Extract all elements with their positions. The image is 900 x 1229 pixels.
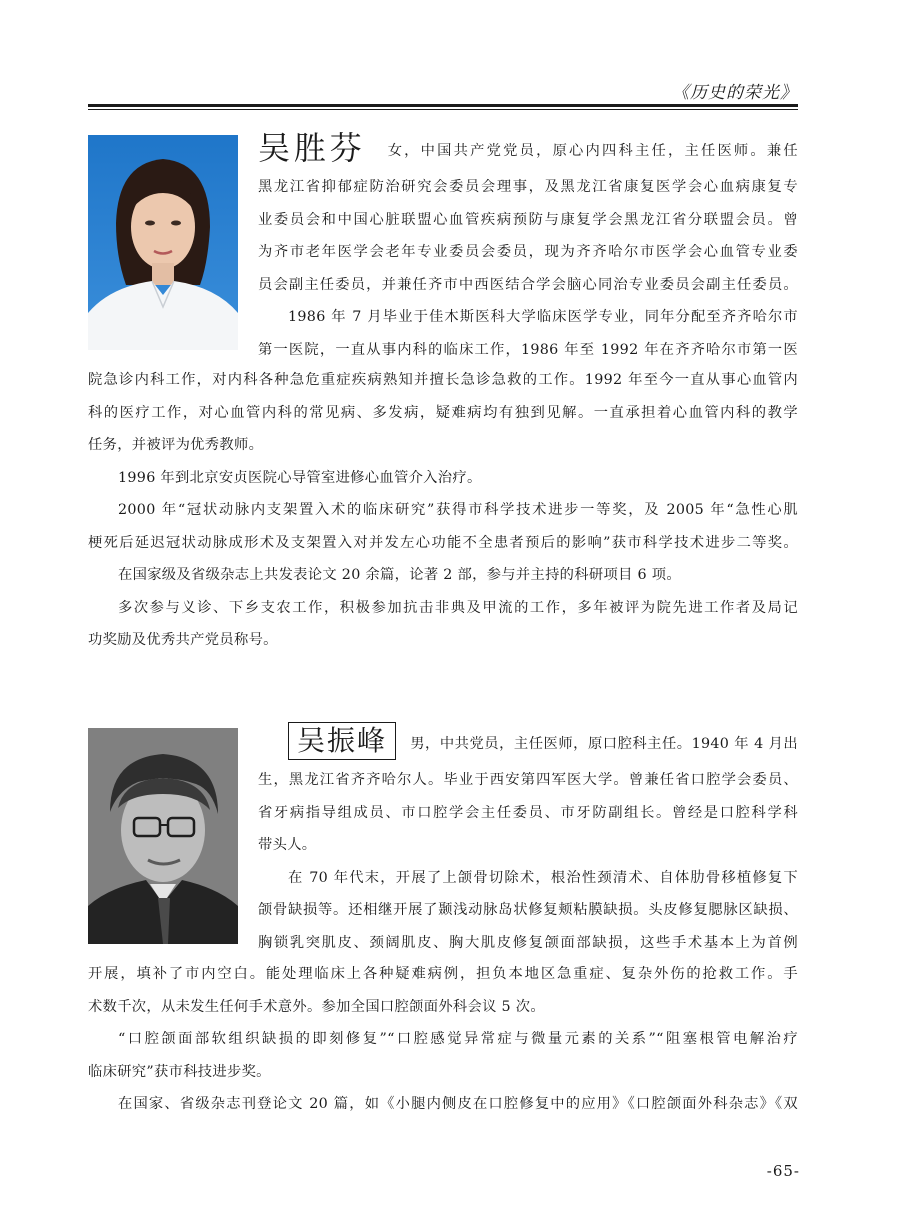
bio-line: 第一医院，一直从事内科的临床工作，1986 年至 1992 年在齐齐哈尔市第一医	[258, 341, 798, 358]
page-number: -65-	[766, 1162, 800, 1180]
bio-line: 开展，填补了市内空白。能处理临床上各种疑难病例，担负本地区急重症、复杂外伤的抢救工作。手	[88, 966, 798, 982]
person-name: 吴胜芬	[258, 129, 366, 167]
bio-intro-wu-zhenfeng	[258, 764, 798, 959]
bio-line: 吴振峰 男，中共党员，主任医师，原口腔科主任。1940 年 4 月出	[288, 722, 798, 765]
bio-line: 在 70 年代末，开展了上颌骨切除术，根治性颈清术、自体肋骨移植修复下	[288, 869, 798, 886]
bio-line: 1986 年 7 月毕业于佳木斯医科大学临床医学专业，同年分配至齐齐哈尔市	[288, 309, 798, 325]
bio-line: 1996 年到北京安贞医院心导管室进修心血管介入治疗。	[118, 469, 482, 486]
bio-line: 梗死后延迟冠状动脉成形术及支架置入对并发左心功能不全患者预后的影响”获市科学技术进步二等奖。	[88, 534, 798, 551]
bio-line: 院急诊内科工作，对内科各种急危重症疾病熟知并擅长急诊急救的工作。1992 年至今一直从事心血管内	[88, 372, 798, 388]
bio-line: 临床研究”获市科技进步奖。	[88, 1063, 271, 1080]
bio-line: 2000 年“冠状动脉内支架置入术的临床研究”获得市科学技术进步一等奖，及 2005 年“急性心肌	[118, 502, 798, 518]
bio-line: 吴胜芬 女，中国共产党党员，原心内四科主任，主任医师。兼任	[258, 129, 798, 167]
bio-line: 科的医疗工作，对心血管内科的常见病、多发病，疑难病均有独到见解。一直承担着心血管内科的教学	[88, 404, 798, 421]
bio-intro-wu-zhenfeng-head	[288, 722, 798, 765]
bio-line: 任务，并被评为优秀教师。	[88, 437, 264, 453]
header-rule-thick	[88, 104, 798, 107]
bio-line: 省牙病指导组成员、市口腔学会主任委员、市牙防副组长。曾经是口腔科学科	[258, 804, 798, 821]
bio-line: 在国家级及省级杂志上共发表论文 20 余篇，论著 2 部，参与并主持的科研项目 6 项。	[118, 567, 681, 583]
bio-body-wu-zhenfeng	[88, 958, 798, 1121]
person-name: 吴振峰	[288, 722, 396, 760]
header-rule-thin	[88, 109, 798, 110]
bio-line: “口腔颌面部软组织缺损的即刻修复”“口腔感觉异常症与微量元素的关系”“阻塞根管电解治疗	[118, 1031, 798, 1047]
bio-line: 员会副主任委员，并兼任齐市中西医结合学会脑心同治专业委员会副主任委员。	[258, 276, 798, 293]
bio-line: 多次参与义诊、下乡支农工作，积极参加抗击非典及甲流的工作，多年被评为院先进工作者及局记	[118, 599, 798, 616]
bio-line: 生，黑龙江省齐齐哈尔人。毕业于西安第四军医大学。曾兼任省口腔学会委员、	[258, 772, 798, 788]
bio-line: 黑龙江省抑郁症防治研究会委员会理事，及黑龙江省康复医学会心血病康复专	[258, 179, 798, 195]
bio-line: 为齐市老年医学会老年专业委员会委员，现为齐齐哈尔市医学会心血管专业委	[258, 244, 798, 260]
bio-line: 带头人。	[258, 837, 317, 853]
bio-line: 在国家、省级杂志刊登论文 20 篇，如《小腿内侧皮在口腔修复中的应用》《口腔颌面外科杂志》《双	[118, 1096, 798, 1112]
bio-line: 业委员会和中国心脏联盟心血管疾病预防与康复学会黑龙江省分联盟会员。曾	[258, 211, 798, 228]
bio-line: 功奖励及优秀共产党员称号。	[88, 632, 278, 648]
bio-line: 术数千次，从未发生任何手术意外。参加全国口腔颌面外科会议 5 次。	[88, 998, 545, 1015]
running-header	[88, 74, 798, 104]
bio-body-wu-shengfen	[88, 364, 798, 657]
portrait-photo-wu-zhenfeng	[88, 728, 238, 944]
portrait-photo-wu-shengfen	[88, 135, 238, 350]
bio-line: 颌骨缺损等。还相继开展了颞浅动脉岛状修复颊粘膜缺损。头皮修复腮脉区缺损、	[258, 902, 798, 918]
book-title: 《历史的荣光》	[672, 83, 798, 103]
bio-intro-wu-shengfen	[258, 128, 798, 366]
bio-line: 胸锁乳突肌皮、颈阔肌皮、胸大肌皮修复颌面部缺损，这些手术基本上为首例	[258, 934, 798, 951]
